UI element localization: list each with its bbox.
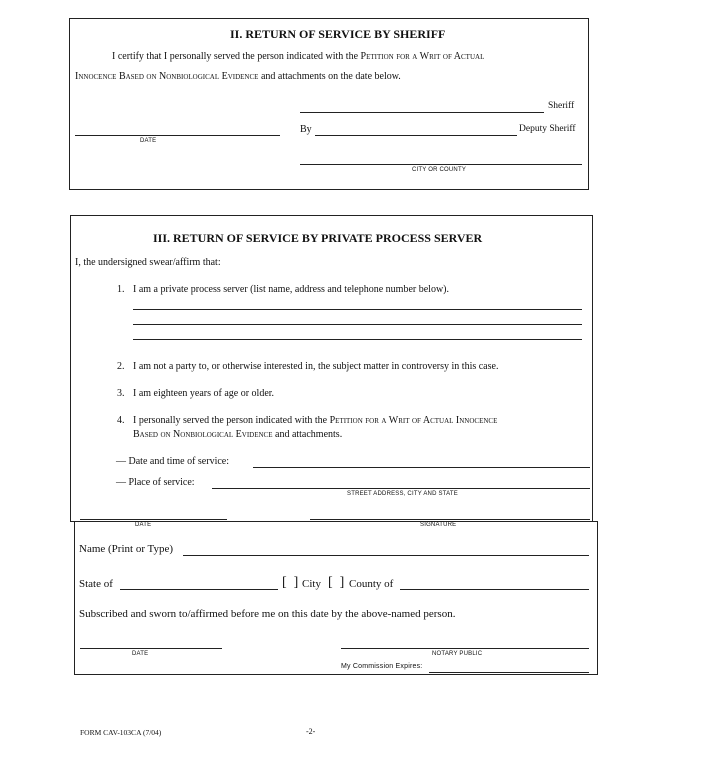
notary-date-line[interactable] — [80, 648, 222, 649]
sheriff-certify-line2 — [75, 71, 401, 82]
page-number: -2- — [306, 727, 316, 736]
sheriff-signature-line[interactable] — [300, 112, 544, 113]
sheriff-date-line[interactable] — [75, 135, 280, 136]
item2-text: I am not a party to, or otherwise interested in, the subject matter in controversy in this case. — [133, 361, 499, 372]
item4-text-line2 — [133, 429, 342, 440]
item3-number: 3. — [117, 388, 125, 399]
server-date-caption: DATE — [135, 522, 152, 528]
street-caption: STREET ADDRESS, CITY AND STATE — [347, 491, 458, 497]
sheriff-label: Sheriff — [548, 101, 575, 111]
certify-text-a: I certify that I personally served the person indicated with the — [112, 51, 361, 62]
city-county-line[interactable] — [300, 164, 582, 165]
by-label: By — [300, 124, 312, 135]
sheriff-section-title: II. RETURN OF SERVICE BY SHERIFF — [230, 27, 446, 41]
certify-text-c: Innocence Based on Nonbiological Evidence — [75, 71, 259, 82]
name-label: Name (Print or Type) — [79, 543, 174, 555]
sheriff-date-caption: DATE — [140, 138, 157, 144]
item1-number: 1. — [117, 284, 125, 295]
state-label: State of — [79, 578, 113, 590]
notary-date-caption: DATE — [132, 651, 149, 657]
server-date-line[interactable] — [80, 519, 227, 520]
city-checkbox-close: ] — [293, 575, 299, 590]
deputy-sheriff-label: Deputy Sheriff — [519, 124, 576, 134]
private-section-title: III. RETURN OF SERVICE BY PRIVATE PROCESS SERVER — [153, 231, 483, 245]
notary-public-caption: NOTARY PUBLIC — [432, 651, 483, 657]
county-label: County of — [349, 578, 394, 590]
notary-signature-line[interactable] — [341, 648, 589, 649]
name-line[interactable] — [183, 555, 589, 556]
place-line[interactable] — [212, 488, 590, 489]
city-label: City — [302, 578, 321, 590]
item2-number: 2. — [117, 361, 125, 372]
state-line[interactable] — [120, 589, 278, 590]
certify-text-b: Petition for a Writ of Actual — [360, 51, 485, 62]
server-signature-line[interactable] — [310, 519, 590, 520]
private-intro: I, the undersigned swear/affirm that: — [75, 257, 221, 268]
item4-text-line1 — [133, 415, 497, 426]
city-county-caption: CITY OR COUNTY — [412, 167, 467, 173]
server-info-line-2[interactable] — [133, 324, 582, 325]
server-signature-caption: SIGNATURE — [420, 522, 457, 528]
county-checkbox-open: [ — [328, 575, 333, 590]
commission-expires-label: My Commission Expires: — [341, 663, 423, 670]
date-time-label: — Date and time of service: — [116, 456, 230, 467]
place-label: — Place of service: — [116, 477, 195, 488]
city-checkbox[interactable] — [282, 575, 298, 591]
commission-expires-line[interactable] — [429, 672, 589, 673]
deputy-signature-line[interactable] — [315, 135, 517, 136]
server-info-line-3[interactable] — [133, 339, 582, 340]
county-line[interactable] — [400, 589, 589, 590]
server-info-line-1[interactable] — [133, 309, 582, 310]
county-checkbox[interactable] — [328, 575, 344, 591]
city-checkbox-open: [ — [282, 575, 287, 590]
item1-text: I am a private process server (list name, address and telephone number below). — [133, 284, 449, 295]
item4-text-a: I personally served the person indicated with the — [133, 415, 330, 426]
sheriff-certify-line1 — [112, 51, 484, 62]
item4-text-b: Petition for a Writ of Actual Innocence — [329, 415, 498, 426]
item4-text-d: and attachments. — [272, 429, 343, 440]
sworn-statement: Subscribed and sworn to/affirmed before me on this date by the above-named person. — [79, 608, 456, 620]
form-id: FORM CAV-103CA (7/04) — [80, 728, 162, 737]
item4-number: 4. — [117, 415, 125, 426]
county-checkbox-close: ] — [339, 575, 345, 590]
date-time-line[interactable] — [253, 467, 590, 468]
item3-text: I am eighteen years of age or older. — [133, 388, 275, 399]
item4-text-c: Based on Nonbiological Evidence — [133, 429, 273, 440]
certify-text-d: and attachments on the date below. — [258, 71, 401, 82]
